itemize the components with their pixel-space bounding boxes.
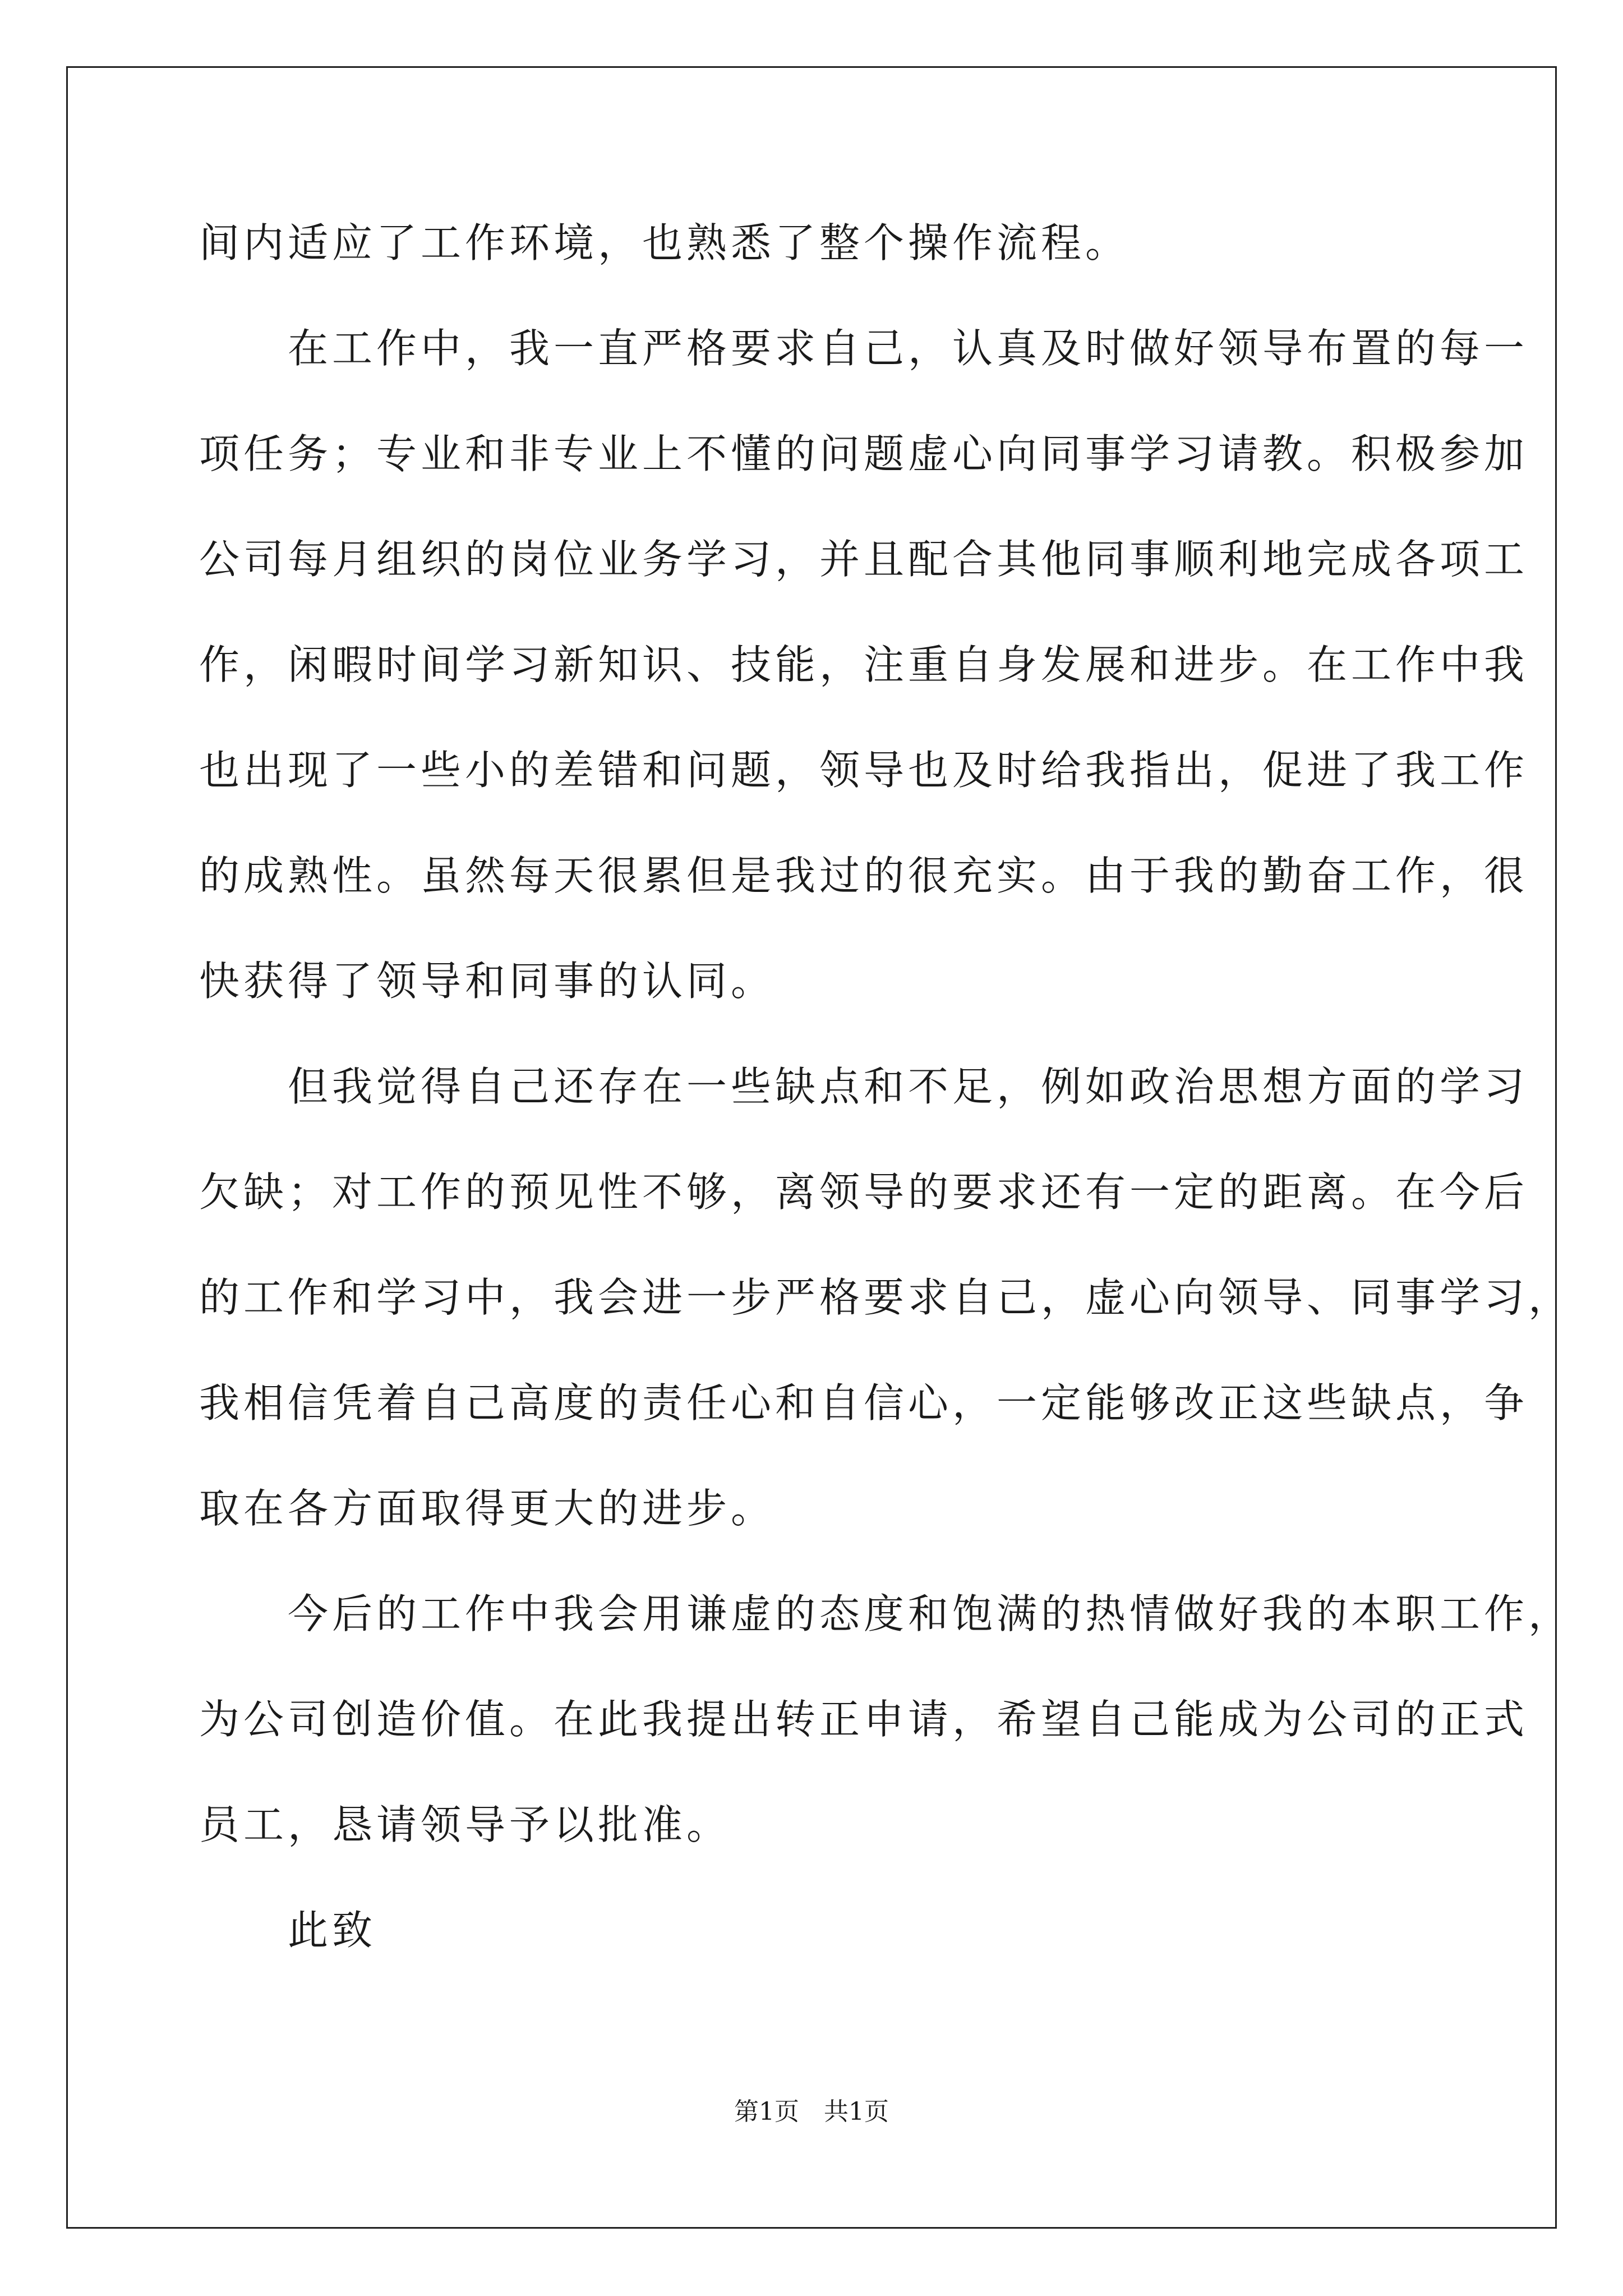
text-line: 此致 — [199, 1907, 377, 1954]
text-line: 在工作中，我一直严格要求自己，认真及时做好领导布置的每一 — [199, 325, 1529, 372]
text-line: 快获得了领导和同事的认同。 — [199, 958, 776, 1005]
text-line: 但我觉得自己还存在一些缺点和不足，例如政治思想方面的学习 — [199, 1063, 1529, 1110]
page-frame — [66, 66, 1557, 2229]
text-line: 公司每月组织的岗位业务学习，并且配合其他同事顺利地完成各项工 — [199, 536, 1529, 583]
text-line: 项任务；专业和非专业上不懂的问题虚心向同事学习请教。积极参加 — [199, 430, 1529, 477]
text-line: 取在各方面取得更大的进步。 — [199, 1485, 776, 1532]
page-number: 第1页 共1页 — [734, 2097, 889, 2126]
text-line: 作，闲暇时间学习新知识、技能，注重自身发展和进步。在工作中我 — [199, 641, 1529, 688]
text-line: 的工作和学习中，我会进一步严格要求自己，虚心向领导、同事学习， — [199, 1274, 1573, 1321]
text-line: 间内适应了工作环境，也熟悉了整个操作流程。 — [199, 219, 1130, 266]
text-line: 我相信凭着自己高度的责任心和自信心，一定能够改正这些缺点，争 — [199, 1379, 1529, 1427]
text-line: 今后的工作中我会用谦虚的态度和饱满的热情做好我的本职工作， — [199, 1590, 1573, 1637]
text-line: 为公司创造价值。在此我提出转正申请，希望自己能成为公司的正式 — [199, 1696, 1529, 1743]
text-line: 的成熟性。虽然每天很累但是我过的很充实。由于我的勤奋工作，很 — [199, 852, 1529, 899]
text-line: 也出现了一些小的差错和问题，领导也及时给我指出，促进了我工作 — [199, 747, 1529, 794]
page-footer — [0, 2095, 1623, 2129]
text-line: 欠缺；对工作的预见性不够，离领导的要求还有一定的距离。在今后 — [199, 1168, 1529, 1216]
text-line: 员工，恳请领导予以批准。 — [199, 1801, 731, 1848]
